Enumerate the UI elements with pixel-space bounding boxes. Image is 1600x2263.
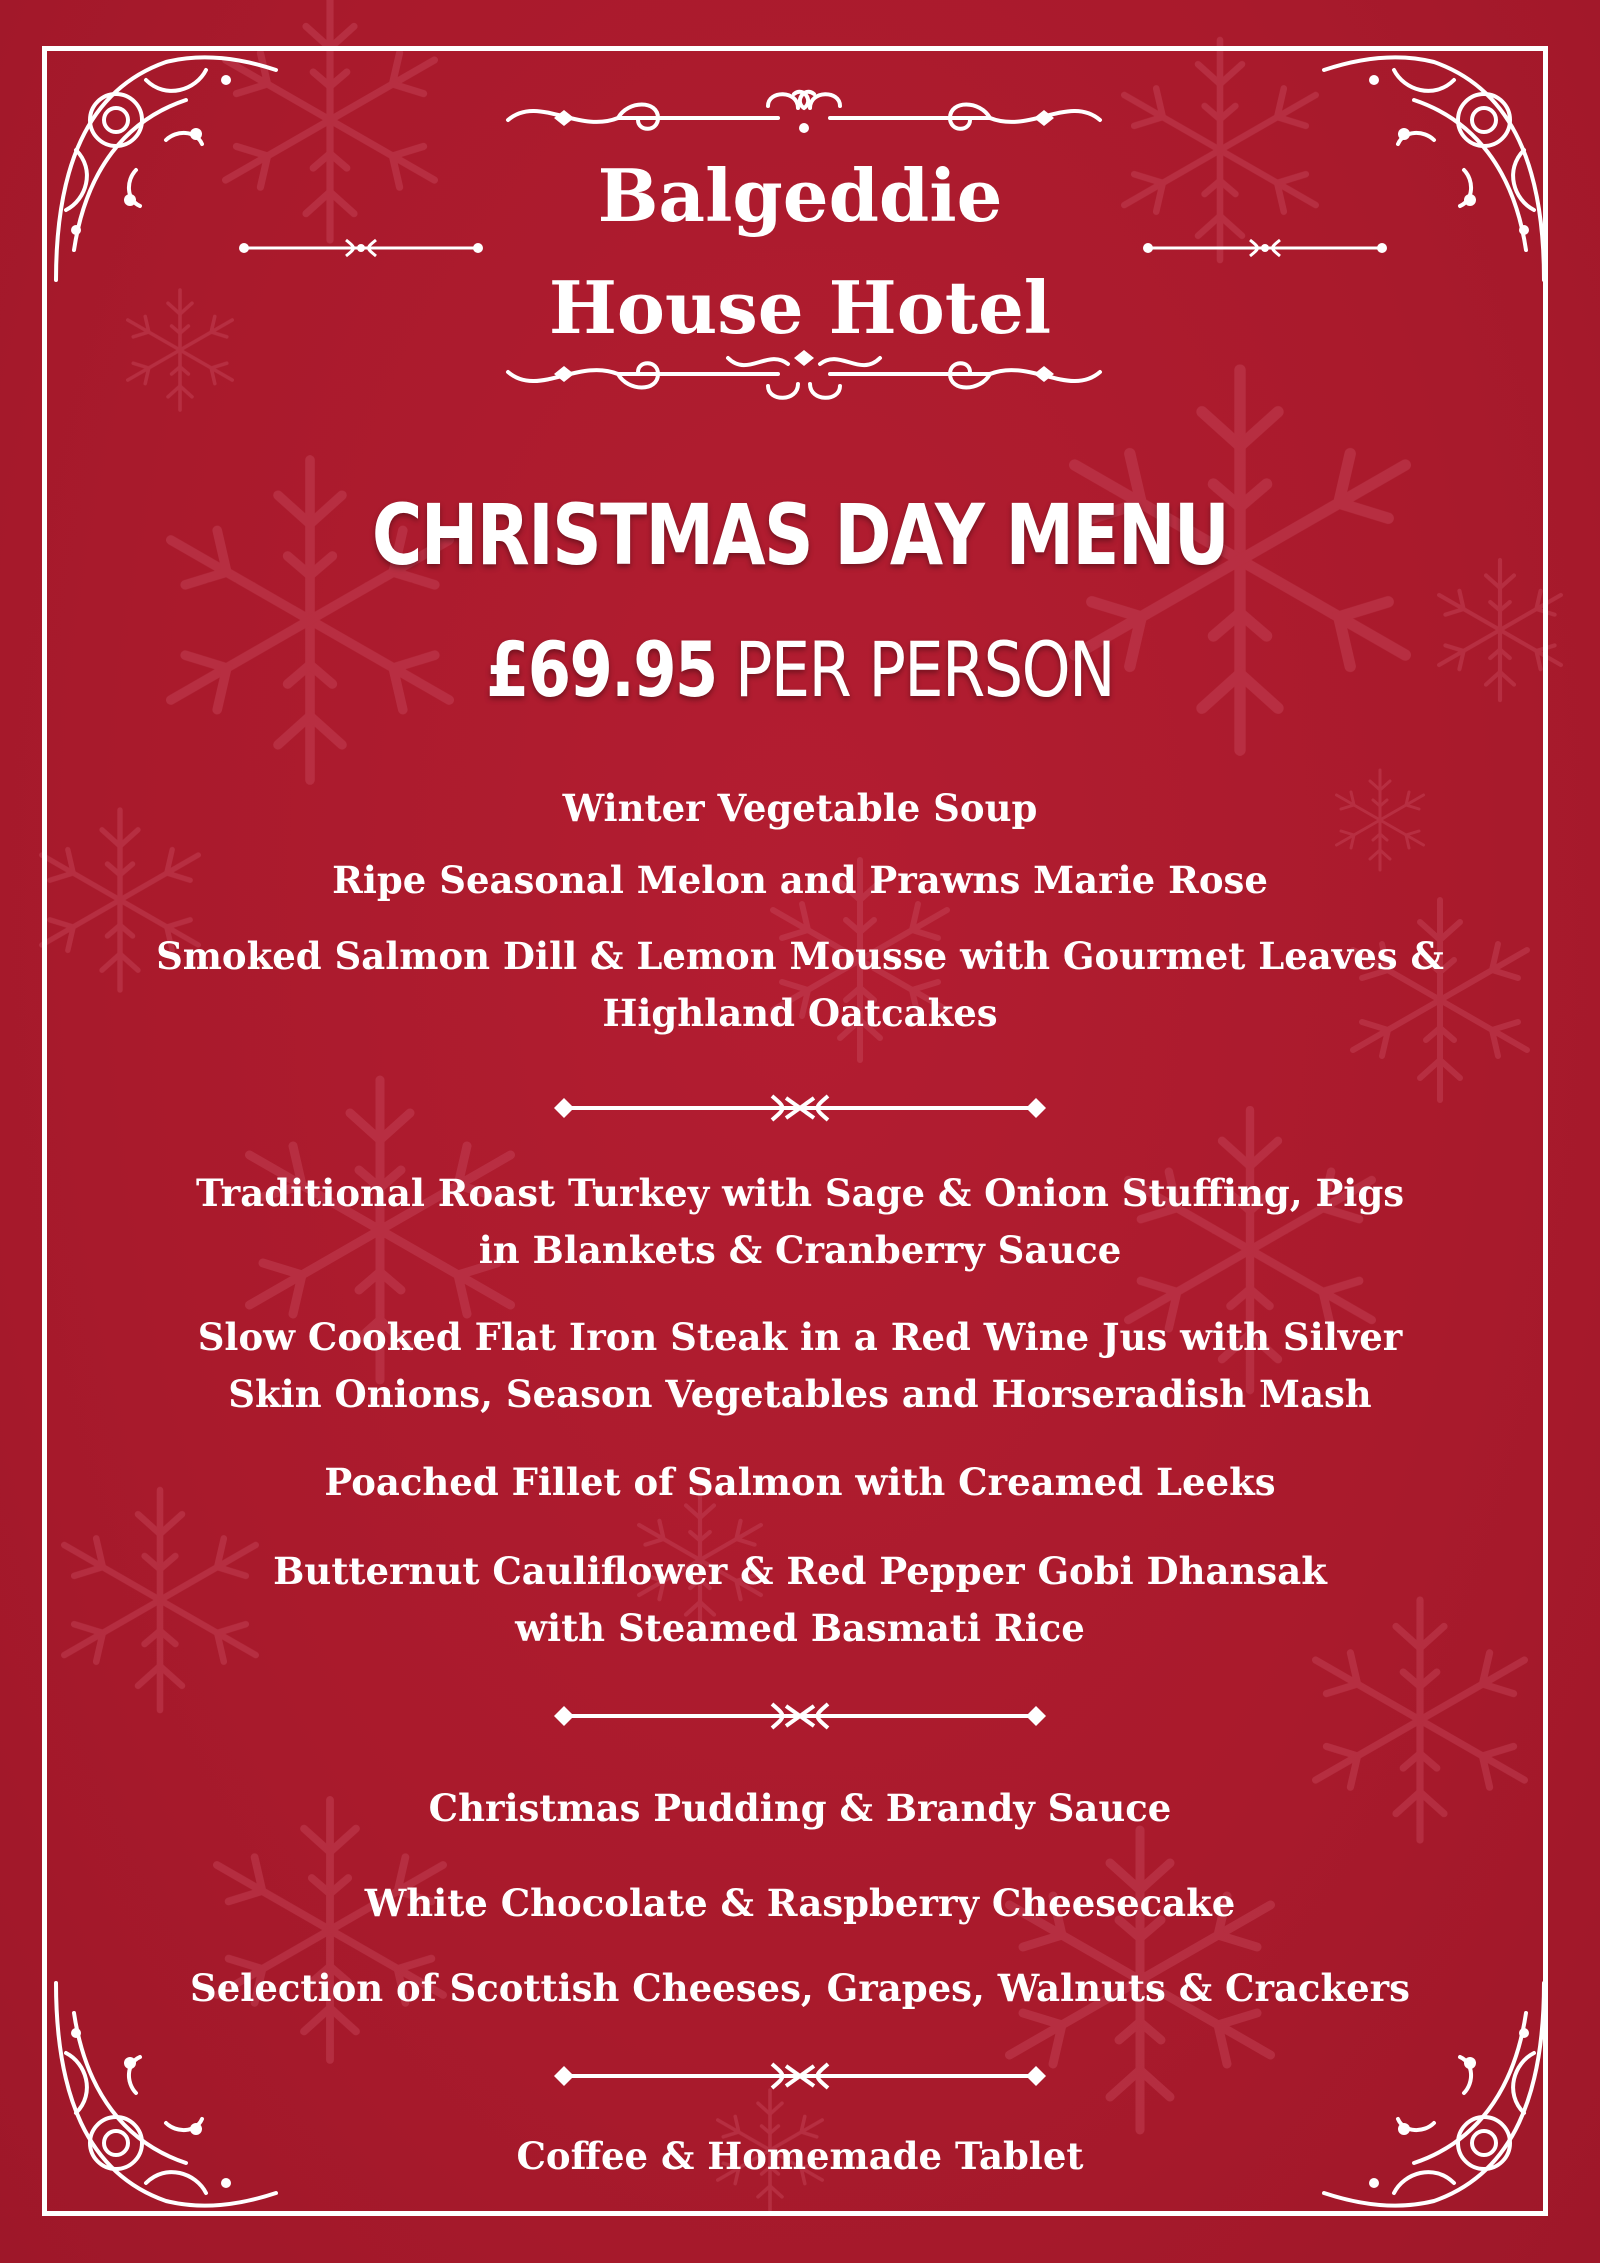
menu-item: Highland Oatcakes <box>602 991 998 1035</box>
menu-item: Slow Cooked Flat Iron Steak in a Red Wine Jus with Silver <box>197 1315 1403 1359</box>
price-unit: PER PERSON <box>734 625 1114 714</box>
menu-title: CHRISTMAS DAY MENU <box>371 486 1229 584</box>
menu-item: White Chocolate & Raspberry Cheesecake <box>364 1881 1236 1925</box>
menu-item: Skin Onions, Season Vegetables and Horseradish Mash <box>228 1372 1372 1416</box>
menu-item: Coffee & Homemade Tablet <box>516 2134 1084 2178</box>
menu-item: in Blankets & Cranberry Sauce <box>478 1228 1122 1272</box>
divider-ornament-icon <box>550 1090 1050 1126</box>
price-line <box>308 620 1292 720</box>
menu-item: Butternut Cauliflower & Red Pepper Gobi Dhansak <box>273 1549 1327 1593</box>
price-amount: £69.95 <box>486 625 717 714</box>
scroll-ornament-icon <box>498 338 1110 408</box>
menu-item: Poached Fillet of Salmon with Creamed Leeks <box>324 1460 1276 1504</box>
menu-item: Selection of Scottish Cheeses, Grapes, Walnuts & Crackers <box>190 1966 1410 2010</box>
line-ornament-icon <box>236 236 486 260</box>
menu-item: Traditional Roast Turkey with Sage & Onion Stuffing, Pigs <box>195 1171 1405 1215</box>
line-ornament-icon <box>1140 236 1390 260</box>
divider-ornament-icon <box>550 1698 1050 1734</box>
hotel-name-line1: Balgeddie <box>597 153 1003 238</box>
menu-item: Christmas Pudding & Brandy Sauce <box>428 1786 1172 1830</box>
menu-item: with Steamed Basmati Rice <box>515 1606 1085 1650</box>
hotel-name <box>400 140 1200 364</box>
menu-item: Smoked Salmon Dill & Lemon Mousse with Gourmet Leaves & <box>156 934 1444 978</box>
desserts-section <box>150 1780 1450 2017</box>
finale-section <box>150 2128 1450 2185</box>
scroll-ornament-icon <box>498 84 1110 144</box>
hotel-name-line2: House Hotel <box>548 265 1052 350</box>
starters-section <box>150 780 1450 1042</box>
mains-section <box>150 1165 1450 1657</box>
divider-ornament-icon <box>550 2058 1050 2094</box>
menu-item: Ripe Seasonal Melon and Prawns Marie Rose <box>332 858 1268 902</box>
menu-item: Winter Vegetable Soup <box>562 786 1038 830</box>
